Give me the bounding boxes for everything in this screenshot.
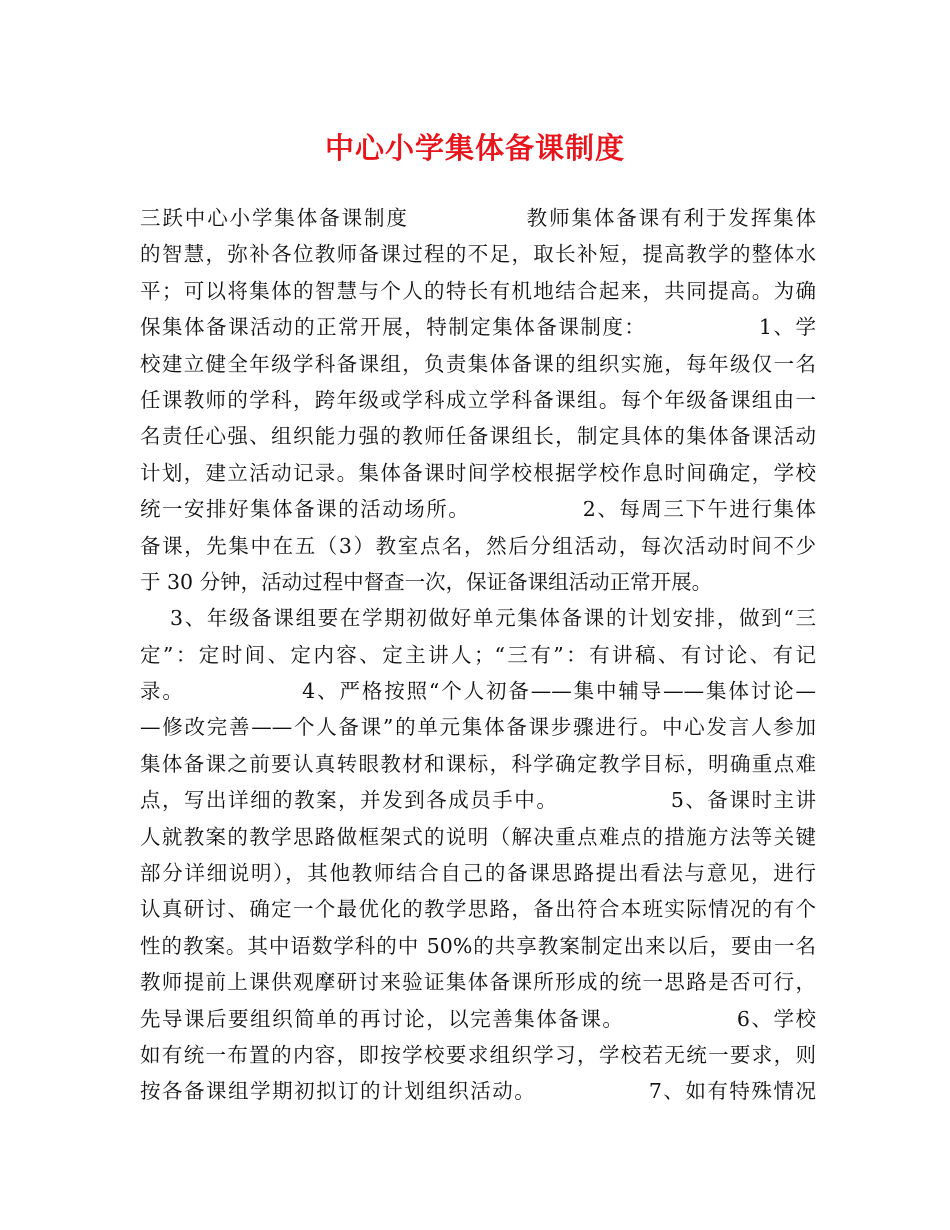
body-line: 人就教案的教学思路做框架式的说明（解决重点难点的措施方法等关键	[140, 824, 816, 849]
body-line: 的智慧，弥补各位教师备课过程的不足，取长补短，提高教学的整体水	[140, 242, 816, 267]
body-line: 先导课后要组织简单的再讨论，以完善集体备课。 6、学校	[140, 1006, 816, 1031]
body-line: 名责任心强、组织能力强的教师任备课组长，制定具体的集体备课活动	[140, 424, 816, 449]
body-line: —修改完善——个人备课”的单元集体备课步骤进行。中心发言人参加	[140, 715, 816, 740]
body-line: 保集体备课活动的正常开展，特制定集体备课制度： 1、学	[140, 315, 816, 340]
body-line: 点，写出详细的教案，并发到各成员手中。 5、备课时主讲	[140, 788, 816, 813]
body-line: 校建立健全年级学科备课组，负责集体备课的组织实施，每年级仅一名	[140, 351, 816, 376]
body-line: 任课教师的学科，跨年级或学科成立学科备课组。每个年级备课组由一	[140, 387, 816, 412]
body-line: 计划，建立活动记录。集体备课时间学校根据学校作息时间确定，学校	[140, 460, 816, 485]
body-line: 3、年级备课组要在学期初做好单元集体备课的计划安排，做到“三	[170, 606, 816, 631]
body-line: 如有统一布置的内容，即按学校要求组织学习，学校若无统一要求，则	[140, 1042, 816, 1067]
body-line: 录。 4、严格按照“个人初备——集中辅导——集体讨论—	[140, 679, 816, 704]
body-line: 教师提前上课供观摩研讨来验证集体备课所形成的统一思路是否可行，	[140, 970, 816, 995]
body-line: 于 30 分钟，活动过程中督查一次，保证备课组活动正常开展。	[140, 569, 713, 594]
body-line: 定”：定时间、定内容、定主讲人；“三有”：有讲稿、有讨论、有记	[140, 642, 816, 667]
body-line: 认真研讨、确定一个最优化的教学思路，备出符合本班实际情况的有个	[140, 897, 816, 922]
body-line: 备课，先集中在五（3）教室点名，然后分组活动，每次活动时间不少	[140, 533, 816, 558]
body-line: 统一安排好集体备课的活动场所。 2、每周三下午进行集体	[140, 497, 816, 522]
body-line: 集体备课之前要认真转眼教材和课标，科学确定教学目标，明确重点难	[140, 751, 816, 776]
document-title: 中心小学集体备课制度	[324, 131, 625, 165]
body-line: 三跃中心小学集体备课制度 教师集体备课有利于发挥集体	[140, 206, 816, 230]
body-line: 平；可以将集体的智慧与个人的特长有机地结合起来，共同提高。为确	[140, 278, 816, 303]
body-line: 性的教案。其中语数学科的中 50%的共享教案制定出来以后，要由一名	[140, 933, 816, 958]
body-line: 部分详细说明），其他教师结合自己的备课思路提出看法与意见，进行	[140, 861, 816, 886]
body-line: 按各备课组学期初拟订的计划组织活动。 7、如有特殊情况	[140, 1079, 816, 1104]
document-body	[140, 200, 816, 1110]
